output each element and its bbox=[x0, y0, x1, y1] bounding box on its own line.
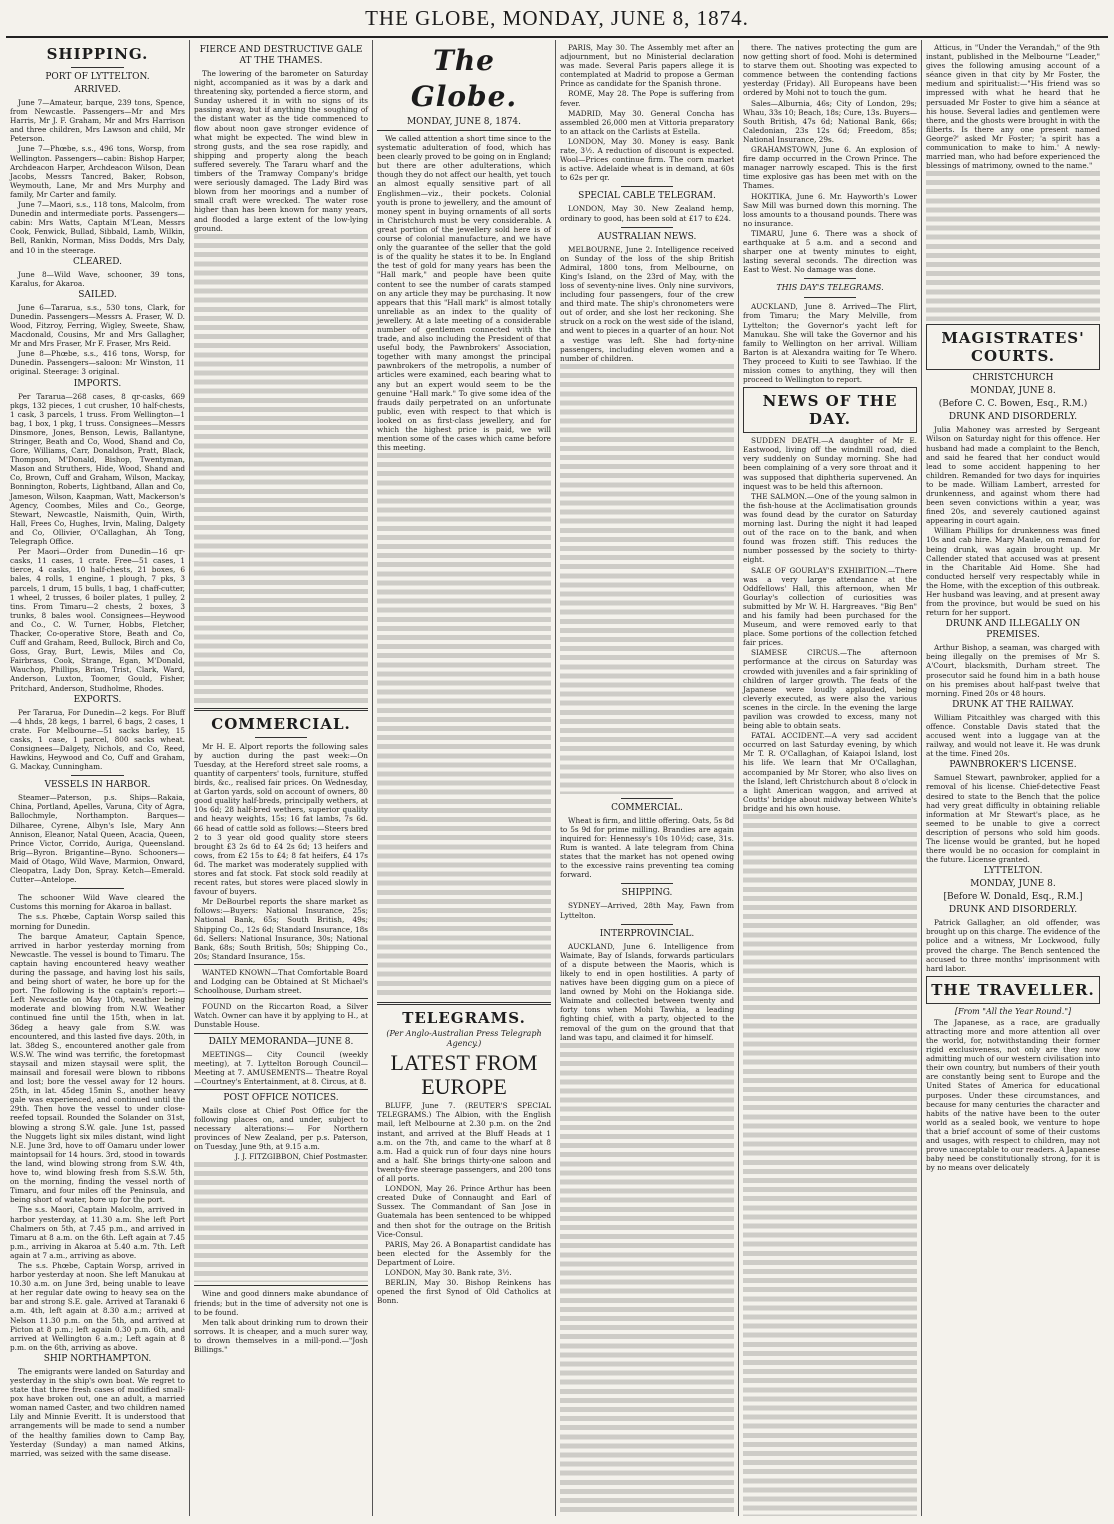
todays-telegrams-heading: THIS DAY'S TELEGRAMS. bbox=[776, 283, 884, 293]
news-item: THE SALMON.—One of the young salmon in the fish-house at the Acclimatisation grounds was found dead by the curator on Saturday morning last. During the night it had leaped out of the race on to the bank, and when found was frozen stiff. This reduces the number possessed by the society to thirty-eight. bbox=[743, 491, 917, 565]
memoranda-entry: MEETINGS— City Council (weekly meeting), at 7. Lyttelton Borough Council—Meeting at 7. AMUSEMENTS— Theatre Royal—Courtney's Entertainment, at 8. Circus, at 8. bbox=[194, 1049, 368, 1086]
article-text-continued bbox=[194, 1162, 368, 1282]
sailed-heading: SAILED. bbox=[78, 289, 117, 300]
lyttelton-bench: [Before W. Donald, Esq., R.M.] bbox=[943, 892, 1083, 903]
divider bbox=[621, 883, 673, 884]
traveller-paragraph: The Japanese, as a race, are gradually attracting more and more attention all over the world, for, notwithstanding their former rigid exclusiveness, not only are they now admitting much of our western civilisation into their own country, but numbers of their youth are constantly being sent to Europe and the United States of America for educational purposes. Under these circumstances, and because for many centuries the character and habits of the native have been to the outer world as a sealed book, we venture to hope that a brief account of some of their customs and usages, with respect to children, may not prove unacceptable to our readers. A Japanese baby need be constitutionally strong, for it is by no means over delicately bbox=[926, 1017, 1100, 1173]
vessels-entry: Steamer—Paterson, p.s. Ships—Rakaia, China, Portland, Apelles, Varuna, City of Agra, Ballochmyle, Northampton. Barques—Dilharee, Cyrene, Albyn's Isle, Mary Ann Annison, Eleanor, Natal Queen, Acacia, Queen, Prince Victor, Corrido, Auriga, Queensland. Brig—Byron. Brigantine—Byno. Schooners—Maid of Otago, Wild Wave, Marmion, Onward, Cleopatra, Lady Don, Spray. Ketch—Emerald. Cutter—Antelope. bbox=[10, 793, 185, 885]
case-report: Julia Mahoney was arrested by Sergeant Wilson on Saturday night for this offence. Her husband had made a complaint to the Bench, and said he feared that her conduct would lead to some accident happening to her children. Remanded for two days for inquiries to be made. William Lambert, arrested for drunkenness, and against whom there had been seven convictions within a year, was fined 20s, and severely cautioned against appearing in court again. bbox=[926, 425, 1100, 526]
divider bbox=[194, 1089, 368, 1090]
editorial-paragraph: We called attention a short time since to the systematic adulteration of food, which has been clearly proved to be going on in England; but there are other adulterations, which though they do not affect our health, yet touch an almost equally sensitive part of all Englishmen—viz., their pockets. Colonial youth is prone to jewellery, and the amount of money spent in buying ornaments of all sorts in Christchurch must be very considerable. A great portion of the jewellery sold here is of course of colonial manufacture, and we have only the guarantee of the seller that the gold is of the quality he states it to be. In England the test of gold for many years has been the "Hall mark," and people have been quite content to see the number of carats stamped on any article they may be purchasing. It now appears that this "Hall mark" is almost totally unreliable as an index to the quality of jewellery. At a late meeting of a considerable number of gentlemen connected with the trade, and also including the President of that useful body, the Pawnbrokers' Association, together with many amongst the principal pawnbrokers of the metropolis, a number of articles were examined, each bearing what to any but an expert would seem to be the genuine "Hall mark." To give some idea of the frauds daily perpetrated on an unfortunate public, even with respect to that which is looked on as first-class jewellery, and for which the highest price is paid, we will mention some of the cases which came before this meeting. bbox=[377, 134, 551, 453]
telegram-entry: AUCKLAND, June 8. Arrived—The Flirt, from Timaru; the Mary Melville, from Lyttelton; the Governor's yacht left for Manukau. She will take the Governor and his family to Wellington on her arrival. William Barton is at Alexandra waiting for Te Whero. They proceed to Kuiti to see Tawhiao. If the mission comes to anything, they will then proceed to Wellington to report. bbox=[743, 302, 917, 385]
interprovincial-heading: INTERPROVINCIAL. bbox=[599, 928, 695, 939]
paper-title-box bbox=[377, 43, 551, 131]
shipping-paragraph: The schooner Wild Wave cleared the Customs this morning for Akaroa in ballast. bbox=[10, 893, 185, 912]
telegram-continued: there. The natives protecting the gum are now getting short of food. Mohi is determined to starve them out. Shooting was expected to commence between the contending factions yesterday (Friday). All Europeans have been ordered by Mohi not to touch the gum. bbox=[743, 43, 917, 98]
column-editorial bbox=[372, 40, 555, 1516]
divider bbox=[71, 888, 124, 889]
divider bbox=[194, 1285, 368, 1286]
arrived-entry: June 7—Phœbe, s.s., 496 tons, Worsp, from Wellington. Passengers—cabin: Bishop Harper, Archdeacon Harper, Archdeacon Wilson, Dean Jacobs, Messrs Tancred, Baker, Robson, Weymouth, Lane, Mr and Mrs Murphy and family, Mr Carter and family. bbox=[10, 144, 185, 199]
telegrams-source: (Per Anglo-Australian Press Telegraph Agency.) bbox=[386, 1029, 542, 1049]
case-heading: DRUNK AND ILLEGALLY ON PREMISES. bbox=[945, 619, 1081, 641]
australian-heading: AUSTRALIAN NEWS. bbox=[597, 231, 697, 242]
telegram-entry: LONDON, May 26. Prince Arthur has been created Duke of Connaught and Earl of Sussex. The Commandant of San Jose in Guatemala has been sentenced to be whipped and then shot for the outrage on the British Vice-Consul. bbox=[377, 1184, 551, 1239]
interprovincial-entry: AUCKLAND, June 6. Intelligence from Waimate, Bay of Islands, forwards particulars of a dispute between the Maoris, which is likely to end in open hostilities. A party of natives have been digging gum on a piece of land owned by Mohi on the Hokianga side. Waimate and collected between twenty and forty tons when Mohi Tawhia, a leading fighting chief, with a party, objected to the removal of the gum on the ground that that land was tapu, and claimed it for himself. bbox=[560, 941, 734, 1042]
cleared-entry: June 8—Wild Wave, schooner, 39 tons, Karalus, for Akaroa. bbox=[10, 269, 185, 288]
columns bbox=[6, 40, 1108, 1516]
advertisement: WANTED KNOWN—That Comfortable Board and Lodging can be Obtained at St Michael's Schoolhouse, Durham street. bbox=[194, 967, 368, 996]
news-heading: NEWS OF THE DAY. bbox=[762, 392, 898, 429]
case-heading: DRUNK AND DISORDERLY. bbox=[948, 412, 1078, 423]
europe-heading: LATEST FROM EUROPE bbox=[390, 1050, 538, 1100]
commercial-paragraph: Mr DeBourbel reports the share market as follows:—Buyers: National Insurance, 25s; National Bank, 65s; South British, 49s; Shipping Co., 12s 6d; Standard Insurance, 18s 6d. Sellers: National Insurance, 30s; National Bank, 68s; South British, 50s; Shipping Co., 20s; Standard Insurance, 15s. bbox=[194, 897, 368, 961]
northampton-heading: SHIP NORTHAMPTON. bbox=[43, 1353, 152, 1364]
post-office-heading: POST OFFICE NOTICES. bbox=[223, 1092, 339, 1103]
column-shipping bbox=[6, 40, 189, 1516]
filler-paragraph: Men talk about drinking rum to drown their sorrows. It is cheaper, and a much surer way, to drown themselves in a mill-pond.—"Josh Billings." bbox=[194, 1317, 368, 1354]
column-cables bbox=[555, 40, 738, 1516]
cable-entry: LONDON, May 30. Money is easy. Bank rate, 3½. A reduction of discount is expected. Wool—Prices continue firm. The corn market is active. Adelaide wheat is in demand, at 60s to 62s per qr. bbox=[560, 136, 734, 183]
exports-entry: Per Tararua, For Dunedin—2 kegs. For Bluff—4 hhds, 28 kegs, 1 barrel, 6 bags, 2 cases, 1 crate. For Melbourne—51 sacks barley, 15 casks, 1 case, 1 parcel, 800 sacks wheat. Consignees—Dalgety, Nichols, and Co, Reed, Hawkins, Heywood and Co, Cuff and Graham, G. Mackay, Cunningham. bbox=[10, 707, 185, 772]
shipping-entry: SYDNEY—Arrived, 28th May, Fawn from Lyttelton. bbox=[560, 901, 734, 920]
cable-entry: MADRID, May 30. General Concha has assembled 26,000 men at Vittoria preparatory to an attack on the Carlists at Estella. bbox=[560, 108, 734, 136]
filler-paragraph: Wine and good dinners make abundance of friends; but in the time of adversity not one is to be found. bbox=[194, 1289, 368, 1317]
imports-entry: Per Tararua—268 cases, 8 qr-casks, 669 pkgs, 132 pieces, 1 cut crusher, 10 half-chests, 1 cask, 3 parcels, 1 truss. From Wellington—1 bag, 1 box, 1 pkg, 1 truss. Consignees—Messrs Dinsmore, Jones, Benson, Lewis, Ballantyne, Stringer, Beath and Co, Wood, Shand and Co, Gore, Williams, Carr, Donaldson, Pratt, Black, Thompson, M'Donald, Bishop, Twentyman, Mason and Struthers, Hide, Wood, Shand and Co, Brown, Cuff and Graham, Wilson, Mackay, Bonnington, Roberts, Lightband, Allan and Co, Jameson, Wilson, Kaapman, Watt, Mackerson's Agency, Coombes, Miles and Co., George, Stewart, Newcastle, Naismith, Quin, Wirth, Hall, Frees Co, Hughes, Irvin, Maling, Dalgety and Co, Ollivier, O'Callaghan, Ah Tong, Telegraph Office. bbox=[10, 391, 186, 547]
telegram-entry: LONDON, May 30. Bank rate, 3½. bbox=[385, 1267, 512, 1277]
shipping-heading: SHIPPING. bbox=[46, 45, 149, 63]
commercial-heading: COMMERCIAL. bbox=[611, 802, 683, 813]
exports-heading: EXPORTS. bbox=[73, 694, 122, 705]
column-news bbox=[738, 40, 921, 1516]
case-report: Samuel Stewart, pawnbroker, applied for a removal of his license. Chief-detective Feast desired to state to the Bench that the police had very great difficulty in obtaining reliable information at Mr Stewart's place, as he seemed to be unable to give a correct description of persons who sold him goods. The license would be granted, but he hoped there would be no occasion for complaint in the future. License granted. bbox=[926, 773, 1100, 865]
page-masthead: THE GLOBE, MONDAY, JUNE 8, 1874. bbox=[365, 6, 749, 30]
christchurch-heading: CHRISTCHURCH bbox=[972, 373, 1054, 384]
gale-paragraph: The lowering of the barometer on Saturday night, accompanied as it was by a dark and threatening sky, portended a fierce storm, and Sunday ushered it in with no signs of its passing away, but if anything the soughing of the distant water as the tide commenced to flow about noon gave stronger evidence of what might be expected. The wind blew in strong gusts, and the sea rose rapidly, and shipping and property along the beach suffered severely. The Tararu wharf and the timbers of the Tramway Company's bridge were seriously damaged. The Lady Bird was blown from her moorings and a number of small craft were wrecked. The water rose higher than has been known for many years, and flooded a large extent of the low-lying ground. bbox=[194, 69, 368, 233]
article-text-continued bbox=[743, 814, 917, 1516]
case-report: Arthur Bishop, a seaman, was charged with being illegally on the premises of Mr S. A'Court, blacksmith, Durham street. The prosecutor said he found him in a bath house on his premises about half-past twelve that morning. Fined 20s or 48 hours. bbox=[926, 643, 1100, 698]
divider bbox=[194, 708, 368, 711]
courts-heading: MAGISTRATES' COURTS. bbox=[941, 329, 1085, 366]
divider bbox=[621, 924, 673, 925]
article-text-continued bbox=[560, 364, 734, 794]
article-text-continued bbox=[926, 171, 1100, 321]
news-heading-box bbox=[743, 387, 917, 433]
traveller-heading-box bbox=[926, 976, 1100, 1004]
telegram-entry: TIMARU, June 6. There was a shock of earthquake at 5 a.m. and a second and sharper one at twenty minutes to eight, lasting several seconds. The direction was East to West. No damage was done. bbox=[743, 228, 917, 275]
article-text-continued bbox=[560, 1043, 734, 1516]
sailed-entry: June 6—Tararua, s.s., 530 tons, Clark, for Dunedin. Passengers—Messrs A. Fraser, W. D. Wood, Fitzroy, Ferring, Wigley, Sweete, Shaw, Macdonald, Cousins, Mr and Mrs Gallagher, Mr and Mrs Fraser, Mr F. Fraser, Mrs Reid. bbox=[10, 302, 185, 349]
telegram-entry: BLUFF, June 7. (REUTER'S SPECIAL TELEGRAMS.) The Albion, with the English mail, left Melbourne at 2.30 p.m. on the 2nd instant, and arrived at the Bluff Heads at 1 a.m. on the 7th, and came to the wharf at 8 a.m. Had a quick run of four days nine hours and a half. She brings thirty-one saloon and twenty-five steerage passengers, and 200 tons of all ports. bbox=[377, 1101, 551, 1184]
divider bbox=[804, 297, 856, 298]
christchurch-date: MONDAY, JUNE 8. bbox=[970, 386, 1056, 397]
gale-heading: FIERCE AND DESTRUCTIVE GALE AT THE THAMES. bbox=[199, 45, 363, 66]
cable-entry: PARIS, May 30. The Assembly met after an adjournment, but no Ministerial declaration was made. Several Paris papers allege it is contemplated at Madrid to propose a German Prince as candidate for the Spanish throne. bbox=[560, 43, 734, 89]
paper-title: The Globe. bbox=[410, 44, 518, 113]
article-text-continued bbox=[377, 453, 551, 998]
news-item: FATAL ACCIDENT.—A very sad accident occurred on last Saturday evening, by which Mr T. R. O'Callaghan, of Kaiapoi Island, lost his life. We learn that Mr O'Callaghan, accompanied by Mr Storer, who also lives on the Island, left Christchurch about 8 o'clock in a light American waggon, and arrived at Coutts' bridge about midway between White's bridge and his own house. bbox=[743, 731, 917, 813]
cleared-heading: CLEARED. bbox=[72, 256, 123, 267]
divider bbox=[194, 998, 368, 999]
divider bbox=[621, 227, 673, 228]
divider bbox=[194, 964, 368, 965]
shipping-paragraph: The barque Amateur, Captain Spence, arrived in harbor yesterday morning from Newcastle. The vessel is bound to Timaru. The captain having encountered heavy weather during the passage, and having lost his sails, and being short of water, he bore up for the port. The following is the captain's report:—Left Newcastle on May 10th, weather being moderate and blowing from N.W. Weather continued fine until the 15th, when in lat. 36deg a heavy gale from S.W. was encountered, and this lasted five days. 20th, in lat. 38deg S., encountered another gale from W.S.W. The wind was terrific, the foretopmast staysail and mizen staysail were split, the mainsail and foresail were blown to ribbons and lost; bore the vessel away for 12 hours. 25th, in lat. 45deg 15min S., another heavy gale was experienced, and continued until the 29th. Then hove the vessel to under close-reefed topsail. Rounded the Solander on 31st, blowing a strong S.W. gale. June 1st, passed the Nuggets light six miles distant, wind light N.E. June 3rd, hove to off Oamaru under lower maintopsail for 14 hours. 3rd, stood in towards the land, wind blowing strong from S.W. 4th, hove to, wind blowing fresh from S.S.W. 5th, on the morning, finding the vessel north of Timaru, and four miles off the Peninsula, and being short of water, bore up for the port. bbox=[10, 931, 185, 1205]
post-office-signature: J. J. FITZGIBBON, Chief Postmaster. bbox=[235, 1152, 368, 1162]
imports-entry: Per Maori—Order from Dunedin—16 qr-casks, 11 cases, 1 crate. Free—51 cases, 1 tierce, 4 casks, 10 half-chests, 21 boxes, 6 bales, 4 rolls, 1 engine, 1 plough, 7 pks, 3 parcels, 1 drum, 15 bulls, 1 bag, 1 chaff-cutter, 1 wheel, 2 trusses, 6 boiler plates, 1 pulley, 2 tins. From Timaru—2 chests, 2 boxes, 3 trunks, 8 bales wool. Consignees—Heywood and Co., C. W. Turner, Hobbs, Fletcher, Thacker, Co-operative Store, Beath and Co, Cuff and Graham, Reed, Bullock, Birch and Co, Goss, Gray, Burt, Lewis, Miles and Co, Fairbrass, Cook, Strange, Egan, M'Donald, Wauchop, Phillips, Brian, Trist, Clark, Ward, Anderson, Luxton, Toomer, Gould, Fisher, Pritchard, Anderson, Studholme, Rhodes. bbox=[10, 547, 185, 693]
telegram-entry: BERLIN, May 30. Bishop Reinkens has opened the first Synod of Old Catholics at Bonn. bbox=[377, 1278, 551, 1306]
traveller-source: [From "All the Year Round."] bbox=[954, 1006, 1072, 1016]
christchurch-bench: (Before C. C. Bowen, Esq., R.M.) bbox=[938, 399, 1088, 410]
masthead-rule bbox=[6, 36, 1108, 38]
telegrams-heading: TELEGRAMS. bbox=[402, 1009, 526, 1028]
divider bbox=[71, 67, 124, 68]
sailed-entry: June 8—Phœbe, s.s., 416 tons, Worsp, for Dunedin. Passengers—saloon: Mr Winston, 11 original. Steerage: 3 original. bbox=[10, 349, 185, 377]
telegram-entry: PARIS, May 26. A Bonapartist candidate has been elected for the Assembly for the Department of Loire. bbox=[377, 1239, 551, 1267]
divider bbox=[71, 775, 124, 776]
telegram-entry: HOKITIKA, June 6. Mr. Hayworth's Lower Saw Mill was burned down this morning. The loss amounts to a thousand pounds. There was no insurance. bbox=[743, 191, 917, 228]
column-courts bbox=[921, 40, 1104, 1516]
case-report: William Phillips for drunkenness was fined 10s and cab hire. Mary Maule, on remand for being drunk, was again brought up. Mr Callender stated that accused was at present in the Charitable Aid Home. She had conducted herself very respectably while in the Home, with the exception of this outbreak. Her husband was leaving, and at present away from the province, but would be sued on his return for her support. bbox=[926, 526, 1100, 618]
news-item: SUDDEN DEATH.—A daughter of Mr E. Eastwood, living off the windmill road, died very suddenly on Sunday morning. She had been complaining of a very sore throat and it was supposed that diphtheria supervened. An inquest was to be held this afternoon. bbox=[743, 436, 917, 491]
article-text-continued bbox=[194, 234, 368, 704]
commercial-heading: COMMERCIAL. bbox=[211, 714, 351, 733]
lyttelton-date: MONDAY, JUNE 8. bbox=[970, 879, 1056, 890]
advertisement: FOUND on the Riccarton Road, a Silver Watch. Owner can have it by applying to H., at Dunstable House. bbox=[194, 1002, 368, 1030]
shipping-heading: SHIPPING. bbox=[621, 888, 673, 899]
courts-heading-box bbox=[926, 324, 1100, 370]
post-office-notice: Mails close at Chief Post Office for the following places on, and under, subject to necessary alterations:— For Northern provinces of New Zealand, per p.s. Paterson, on Tuesday, June 9th, at 9.15 a.m. bbox=[194, 1105, 368, 1152]
news-item: SALE OF GOURLAY'S EXHIBITION.—There was a very large attendance at the Oddfellows' Hall, this afternoon, when Mr Gourlay's collection of curiosities was submitted by Mr W. H. Hargreaves. "Big Ben" and his family had been purchased for the Museum, and were removed early to that place. Some portions of the collection fetched fair prices. bbox=[743, 565, 917, 648]
vessels-heading: VESSELS IN HARBOR. bbox=[44, 780, 151, 791]
divider bbox=[621, 186, 673, 187]
divider bbox=[804, 278, 856, 279]
case-heading: DRUNK AND DISORDERLY. bbox=[948, 905, 1078, 916]
editorial-date: MONDAY, JUNE 8, 1874. bbox=[406, 117, 522, 127]
cable-entry: ROME, May 28. The Pope is suffering from fever. bbox=[560, 89, 734, 108]
traveller-heading: THE TRAVELLER. bbox=[931, 980, 1095, 999]
northampton-paragraph: The emigrants were landed on Saturday and yesterday in the ship's own boat. We regret to state that three fresh cases of modified small-pox have broken out, one an adult, a married woman named Caster, and two children named Lily and Minnie Everitt. It is understood that arrangements will be made to send a number of the healthy families down to Camp Bay, Yesterday (Sunday) a man named Atkins, married, was seized with the same disease. bbox=[10, 1366, 185, 1458]
imports-heading: IMPORTS. bbox=[73, 378, 122, 389]
commercial-entry: Wheat is firm, and little offering. Oats, 5s 8d to 5s 9d for prime milling. Brandies are again inquired for: Hennessy's 10s 10½d; case, 31s. Rum is wanted. A late telegram from China states that the market has not opened owing to the excessive rains preventing tea coming forward. bbox=[560, 815, 734, 880]
divider bbox=[194, 1033, 368, 1034]
commercial-paragraph: Mr H. E. Alport reports the following sales by auction during the past week:—On Tuesday, at the Hereford street sale rooms, a quantity of carpenters' tools, furniture, stuffed birds, &c., realised fair prices. On Wednesday, at Garton yards, sold on account of owners, 80 good quality half-breds, principally wethers, at 10s 6d; 28 half-bred wethers, superior quality and heavy weights, 15s; 16 fat lambs, 7s 6d. 66 head of cattle sold as follows:—Steers bred 2 to 3 year old good quality store steers brought £3 2s 6d to £4 2s 6d; 13 heifers and cows, from £2 15s to £4; 8 fat heifers, £4 17s 6d. The market was moderately supplied with stores and fat stock. Fat stock sold readily at recent rates, but stores were placed slowly in favour of buyers. bbox=[194, 741, 368, 897]
shipping-paragraph: The s.s. Maori, Captain Malcolm, arrived in harbor yesterday, at 11.30 a.m. She left Port Chalmers on 5th, at 7.45 p.m., and arrived in Timaru at 8 a.m. on the 6th. Left again at 7.45 p.m., arriving in Akaroa at 5.40 a.m. 7th. Left again at 7 a.m., arriving as above. bbox=[10, 1205, 185, 1260]
shipping-paragraph: The s.s. Phœbe, Captain Worsp, arrived in harbor yesterday at noon. She left Manukau at 10.30 a.m. on June 3rd, being unable to leave at her regular date owing to heavy sea on the bar and strong S.E. gale. Arrived at Taranaki 6 a.m. 4th, left again at 8.30 a.m.; arrived at Nelson 11.30 p.m. on the 5th, and arrived at Picton at 8 p.m.; left again 0.30 p.m. 6th, and arrived at Wellington 6 a.m.; Left again at 8 p.m. on the 6th, arriving as above. bbox=[10, 1260, 185, 1352]
divider bbox=[377, 1002, 551, 1005]
telegram-entry: GRAHAMSTOWN, June 6. An explosion of fire damp occurred in the Crown Prince. The manager narrowly escaped. This is the first time explosive gas has been met with on the Thames. bbox=[743, 145, 917, 191]
lyttelton-heading: LYTTELTON. bbox=[983, 866, 1043, 877]
column-commercial bbox=[189, 40, 372, 1516]
port-heading: PORT OF LYTTELTON. bbox=[45, 72, 150, 82]
case-heading: DRUNK AT THE RAILWAY. bbox=[952, 699, 1074, 710]
shipping-paragraph: The s.s. Phœbe, Captain Worsp sailed this morning for Dunedin. bbox=[10, 912, 185, 931]
telegram-continued: Sales—Alburnia, 46s; City of London, 29s; Whau, 33s 10; Beach, 18s; Cure, 13s. Buyers—South British, 47s 6d; National Bank, 66s; Caledonian, 23s 12s 6d; Freedom, 85s; National Insurance, 29s. bbox=[743, 98, 917, 144]
cable-entry: LONDON, May 30. New Zealand hemp, ordinary to good, has been sold at £17 to £24. bbox=[560, 204, 734, 223]
case-report: William Pitcaithley was charged with this offence. Constable Davis stated that the accused went into a luggage van at the railway, and would not leave it. He was drunk at the time. Fined 20s. bbox=[926, 712, 1100, 759]
special-cable-heading: SPECIAL CABLE TELEGRAM. bbox=[578, 191, 716, 202]
memoranda-heading: DAILY MEMORANDA—JUNE 8. bbox=[208, 1036, 354, 1047]
news-item: SIAMESE CIRCUS.—The afternoon performance at the circus on Saturday was crowded with juveniles and a fair sprinkling of children of larger growth. The feats of the Japanese were loudly applauded, being cleverly executed, as were also the various scenes in the circle. In the evening the large pavilion was crowded to excess, many not being able to obtain seats. bbox=[743, 648, 917, 731]
arrived-heading: ARRIVED. bbox=[74, 85, 121, 95]
seance-paragraph: Atticus, in "Under the Verandah," of the 9th instant, published in the Melbourne "Leader," gives the following amusing account of a séance given in that city by Mr Foster, the medium and spiritualist:—"His friend was so impressed with what he heard that he persuaded Mr Foster to give him a séance at his house. Several ladies and gentlemen were there, and the ghosts were brought in with the filberts. Is there any one present named George?' asked Mr Foster; 'a spirit has a communication to make to him.' A newly-married man, who had before experienced the blessings of matrimony, owned to the name." bbox=[926, 43, 1100, 171]
case-heading: PAWNBROKER'S LICENSE. bbox=[949, 760, 1077, 771]
case-report: Patrick Gallagher, an old offender, was brought up on this charge. The evidence of the police and a witness, Mr Lockwood, fully proved the charge. The Bench sentenced the accused to three months' imprisonment with hard labor. bbox=[926, 918, 1101, 973]
australian-entry: MELBOURNE, June 2. Intelligence received on Sunday of the loss of the ship British Admiral, 1800 tons, from Melbourne, on King's Island, on the 23rd of May, with the loss of seventy-nine lives. Only nine survivors, including four passengers, four of the crew and third mate. The ship's chronometers were out of order, and she lost her reckoning. She struck on a rock on the west side of the island, and went to pieces in a quarter of an hour. Not a vestige was left. She had forty-nine passengers, including eleven women and a number of children. bbox=[560, 244, 734, 363]
arrived-entry: June 7—Maori, s.s., 118 tons, Malcolm, from Dunedin and intermediate ports. Passengers—cabin: Mrs Watts, Captain M'Lean, Messrs Cook, Fenwick, Bullad, Sibbald, Lamb, Wilkin, Bell, Rankin, Norman, Miss Dodds, Mrs Daly, and 10 in the steerage. bbox=[10, 200, 185, 255]
arrived-entry: June 7—Amateur, barque, 239 tons, Spence, from Newcastle. Passengers—Mr and Mrs Harris, Mr J. F. Graham, Mr and Mrs Harrison and three children, Mrs Lawson and child, Mr Peterson. bbox=[10, 98, 185, 144]
divider bbox=[621, 798, 673, 799]
divider bbox=[255, 737, 307, 738]
